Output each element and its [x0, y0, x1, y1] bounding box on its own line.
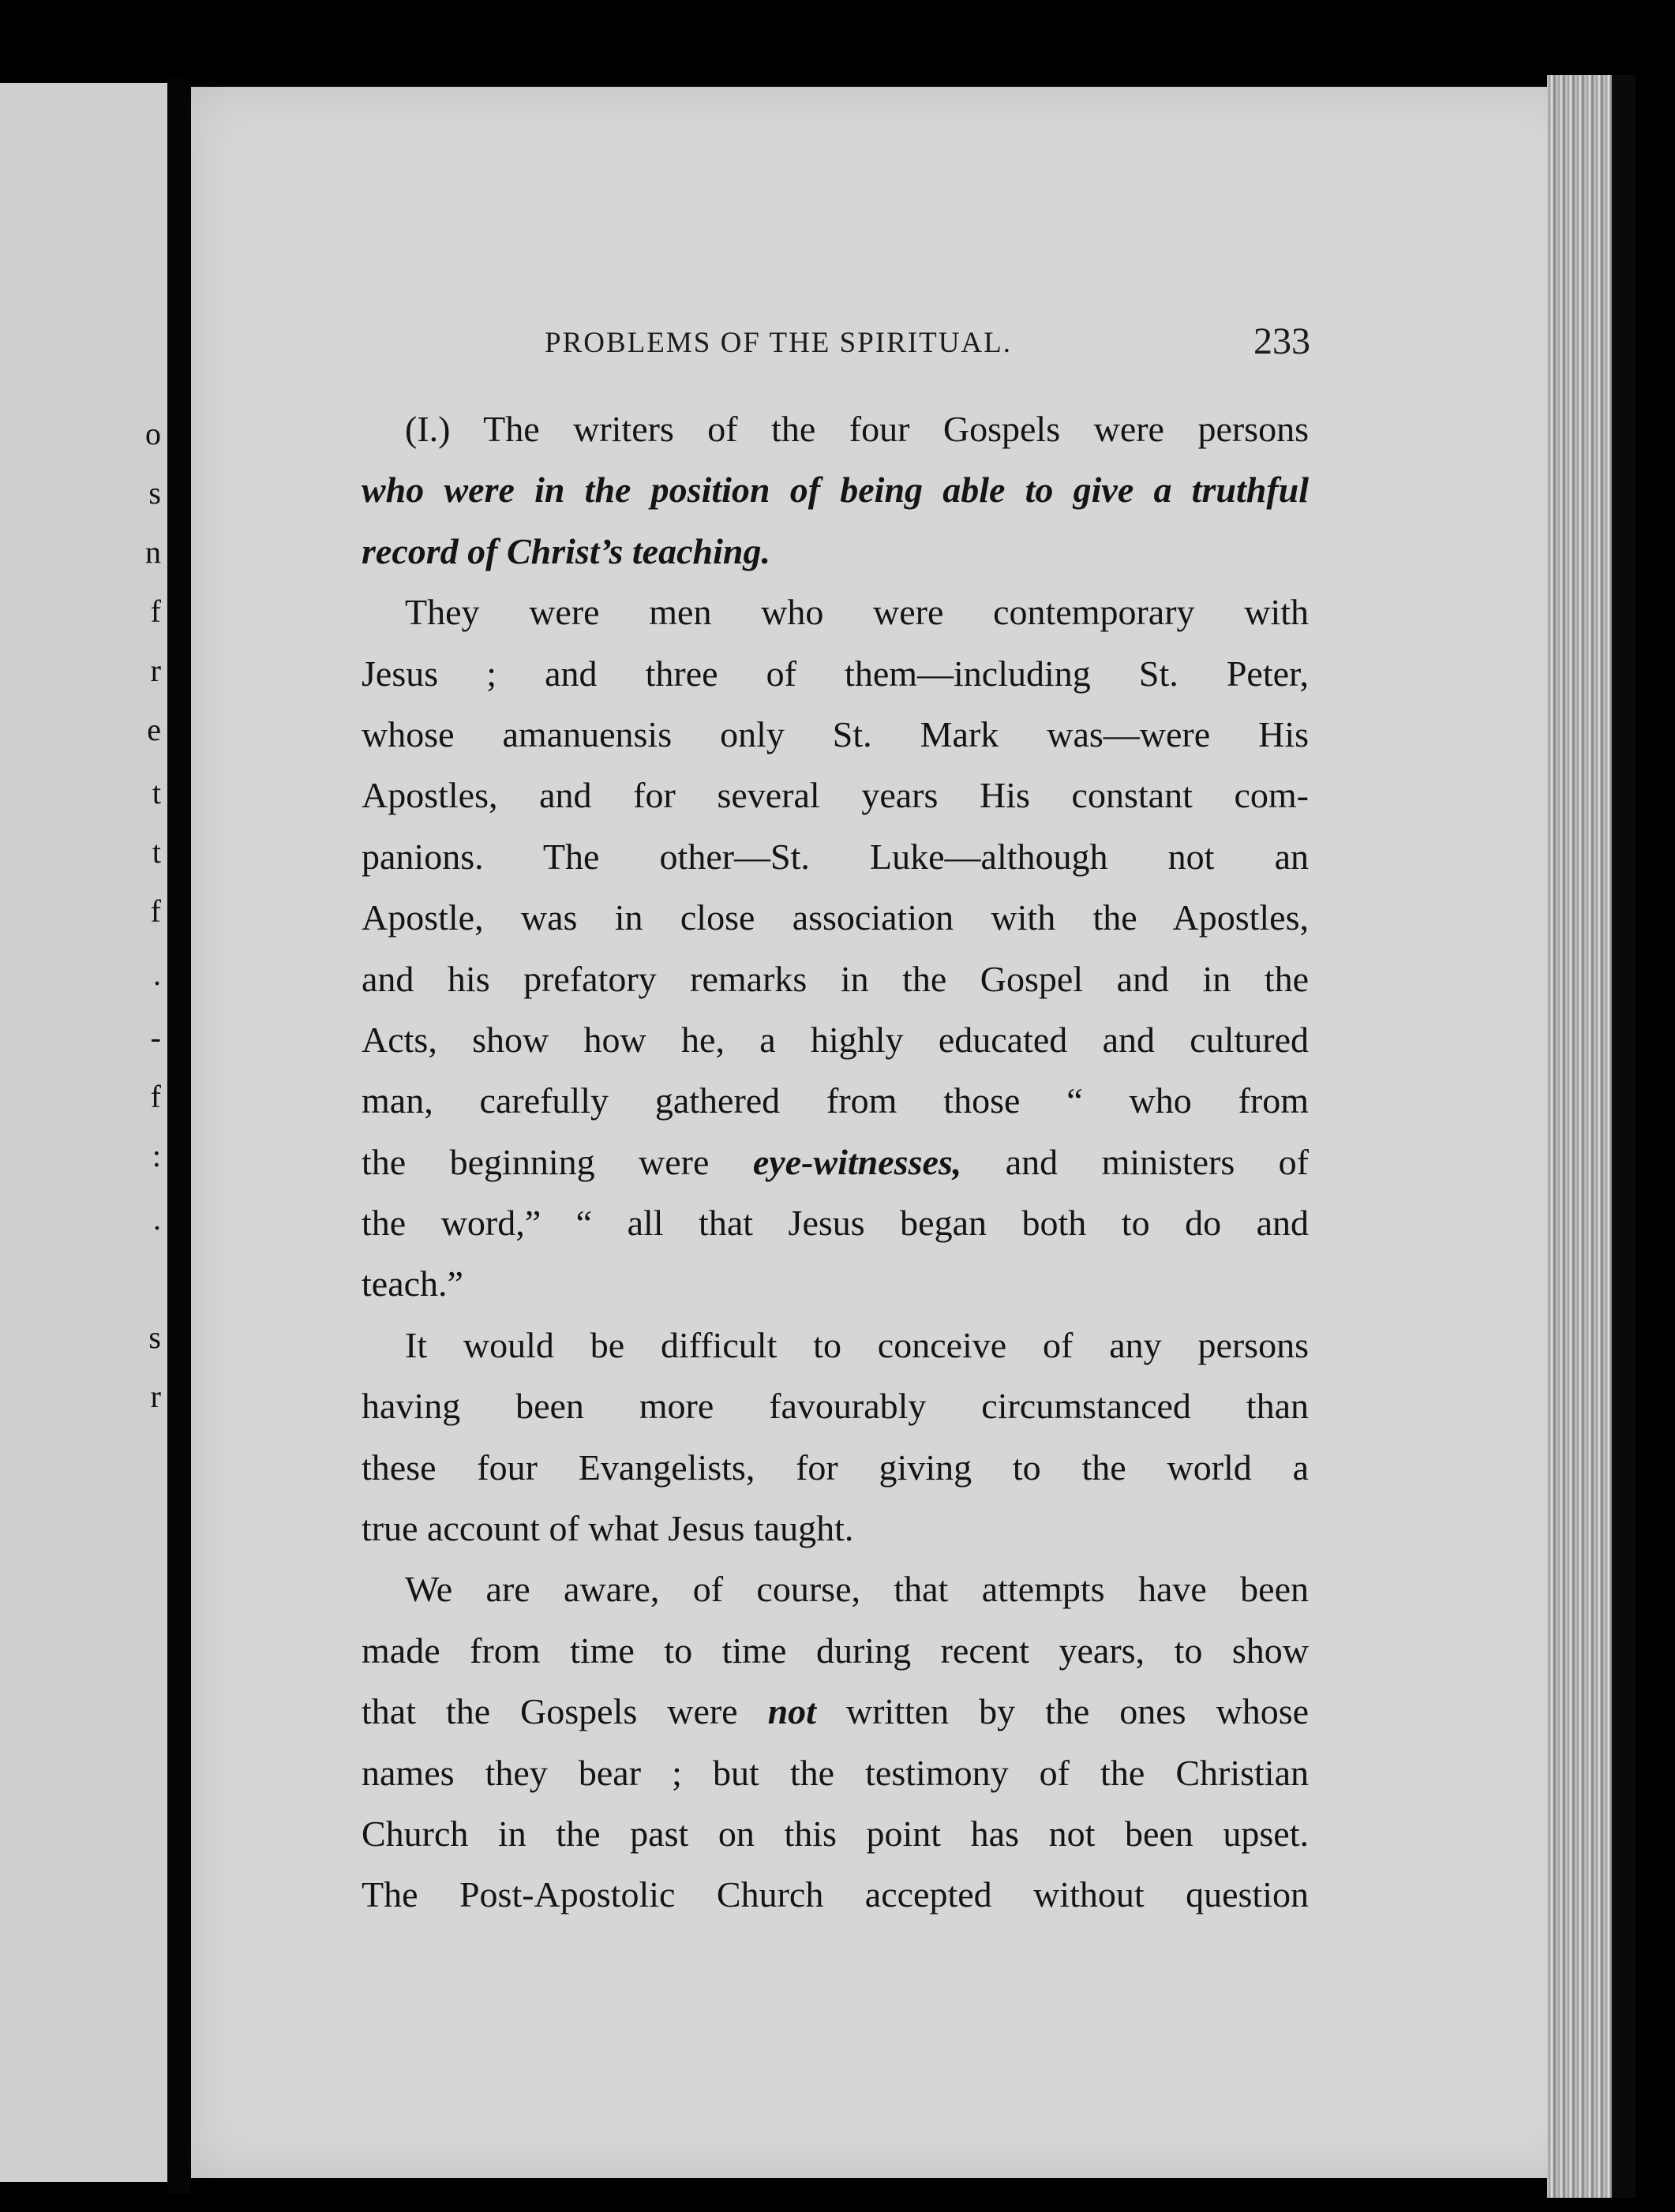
- body-text: [362, 399, 1309, 1926]
- text-line: man, carefully gathered from those “ who from: [362, 1080, 1309, 1121]
- text-line: Jesus ; and three of them—including St. Peter,: [362, 653, 1309, 694]
- italic-word: not: [767, 1691, 816, 1732]
- left-page-fragment: r: [150, 1379, 161, 1414]
- text-line: Church in the past on this point has not been upset.: [362, 1813, 1309, 1854]
- italic-phrase: eye-witnesses,: [752, 1141, 962, 1182]
- text-line: names they bear ; but the testimony of the Christian: [362, 1752, 1309, 1793]
- text-line: (I.) The writers of the four Gospels were persons: [405, 409, 1309, 449]
- text-line: panions. The other—St. Luke—although not an: [362, 836, 1309, 877]
- left-page-fragment: f: [150, 593, 161, 629]
- left-page-fragment: r: [150, 653, 161, 688]
- text-line: and his prefatory remarks in the Gospel and in the: [362, 958, 1309, 999]
- page-number: 233: [1253, 320, 1310, 362]
- left-page-edge: [0, 83, 167, 2182]
- left-page-fragment: -: [150, 1020, 161, 1055]
- text-segment: and ministers of: [1005, 1141, 1309, 1182]
- text-line-mixed: [362, 1681, 1309, 1742]
- left-page-fragment: t: [152, 775, 161, 810]
- left-page-fragment: .: [153, 956, 161, 992]
- text-line: We are aware, of course, that attempts have been: [405, 1569, 1309, 1610]
- left-page-fragment: .: [153, 1201, 161, 1237]
- text-line: true account of what Jesus taught.: [362, 1508, 854, 1549]
- text-line: made from time to time during recent years, to show: [362, 1630, 1309, 1671]
- left-page-fragment: f: [150, 1079, 161, 1114]
- text-line: who were in the position of being able to give a truthful: [362, 470, 1309, 511]
- text-line: Acts, show how he, a highly educated and cultured: [362, 1019, 1309, 1060]
- text-line: record of Christ’s teaching.: [362, 530, 770, 571]
- running-title: PROBLEMS OF THE SPIRITUAL.: [545, 327, 1013, 359]
- left-page-fragment: n: [145, 534, 161, 570]
- text-line: Apostle, was in close association with the Apostles,: [362, 897, 1309, 938]
- text-line: the word,” “ all that Jesus began both to do and: [362, 1203, 1309, 1244]
- left-page-fragment: e: [147, 712, 161, 747]
- left-page-fragment: s: [148, 1319, 161, 1355]
- text-segment: the beginning were: [362, 1141, 710, 1182]
- text-segment: that the Gospels were: [362, 1691, 738, 1732]
- text-line: It would be difficult to conceive of any persons: [405, 1324, 1309, 1365]
- left-page-fragment: :: [152, 1138, 161, 1173]
- text-line: The Post-Apostolic Church accepted without question: [362, 1874, 1309, 1915]
- text-line: They were men who were contemporary with: [405, 592, 1309, 633]
- text-line: teach.”: [362, 1263, 463, 1304]
- left-page-fragment: t: [152, 834, 161, 870]
- running-header: [545, 320, 1310, 375]
- left-page-fragment: f: [150, 893, 161, 929]
- text-segment: written by the ones whose: [845, 1691, 1309, 1732]
- book-gutter: [167, 79, 191, 2194]
- text-line: Apostles, and for several years His constant com-: [362, 775, 1309, 816]
- text-line-mixed: [362, 1132, 1309, 1192]
- left-page-fragment: o: [145, 416, 161, 451]
- left-page-fragment: s: [148, 475, 161, 511]
- book-cover-edge: [1612, 75, 1636, 2198]
- text-line: whose amanuensis only St. Mark was—were His: [362, 713, 1309, 754]
- text-line: these four Evangelists, for giving to the world a: [362, 1447, 1309, 1488]
- text-line: having been more favourably circumstanced than: [362, 1386, 1309, 1427]
